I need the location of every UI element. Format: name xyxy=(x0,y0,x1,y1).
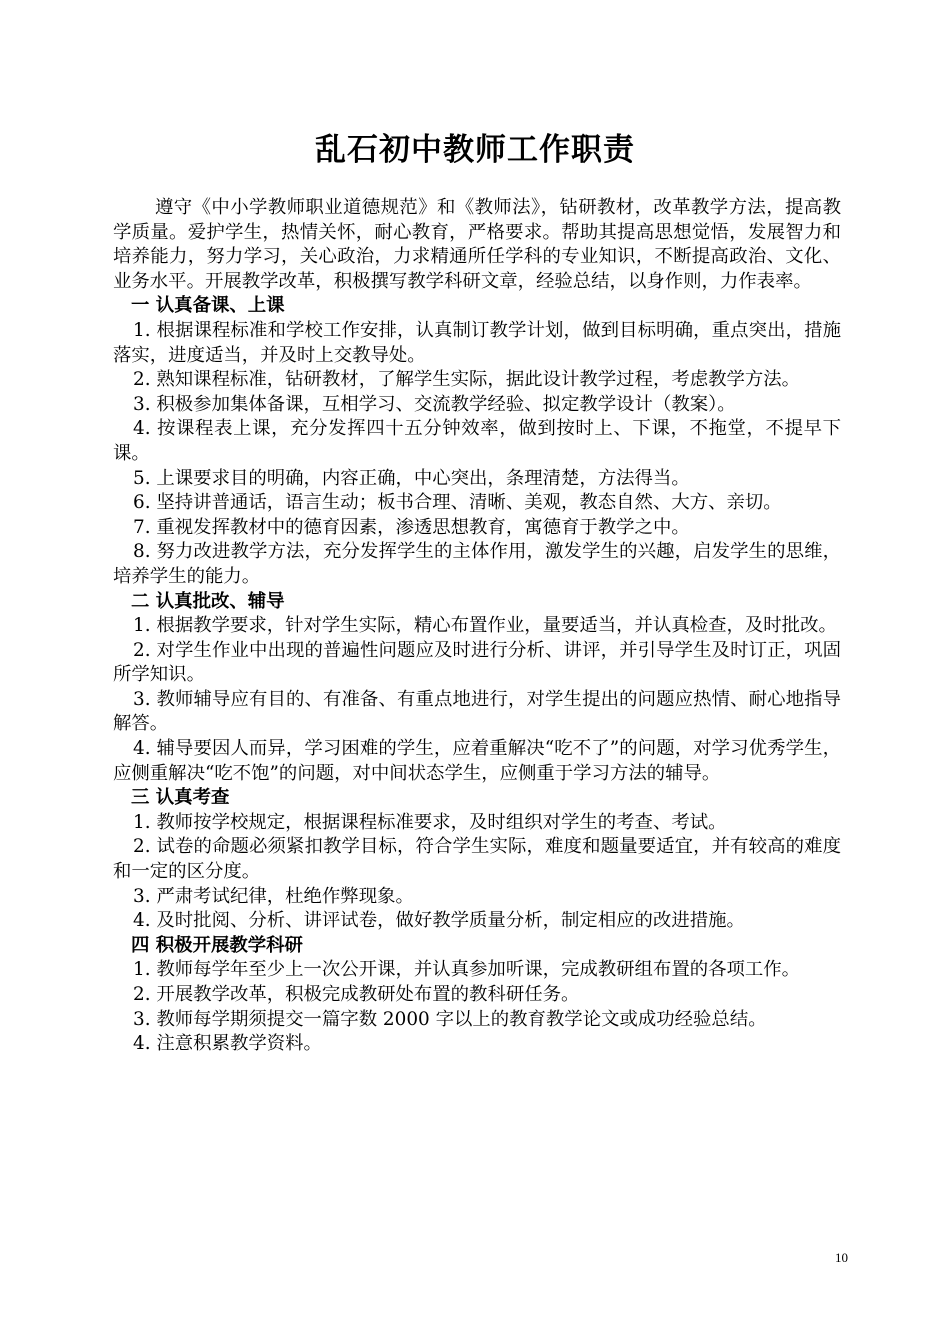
page-title: 乱石初中教师工作职责 xyxy=(315,132,635,168)
list-item: 7. 重视发挥教材中的德育因素，渗透思想教育，寓德育于教学之中。 xyxy=(133,516,690,538)
list-item: 1. 教师每学年至少上一次公开课，并认真参加听课，完成教研组布置的各项工作。 xyxy=(133,959,801,981)
list-item: 4. 按课程表上课，充分发挥四十五分钟效率，做到按时上、下课，不拖堂，不提早下课。 xyxy=(113,418,841,464)
list-item: 4. 辅导要因人而异，学习困难的学生，应着重解决“吃不了”的问题，对学习优秀学生，应侧重解决“吃不饱”的问题，对中间状态学生，应侧重于学习方法的辅导。 xyxy=(113,738,841,784)
list-item: 5. 上课要求目的明确，内容正确，中心突出，条理清楚，方法得当。 xyxy=(133,467,690,489)
list-item: 3. 积极参加集体备课，互相学习、交流教学经验、拟定教学设计（教案）。 xyxy=(133,393,736,415)
section-heading-1: 一 认真备课、上课 xyxy=(131,295,285,317)
list-item: 3. 教师辅导应有目的、有准备、有重点地进行，对学生提出的问题应热情、耐心地指导解答。 xyxy=(113,688,841,735)
section-heading-3: 三 认真考查 xyxy=(131,787,230,809)
section-heading-4: 四 积极开展教学科研 xyxy=(131,934,303,956)
list-item: 2. 开展教学改革，积极完成教研处布置的教科研任务。 xyxy=(133,984,580,1005)
list-item: 1. 教师按学校规定，根据课程标准要求，及时组织对学生的考查、考试。 xyxy=(133,811,727,833)
document-body xyxy=(113,196,841,1057)
list-item: 6. 坚持讲普通话，语言生动；板书合理、清晰、美观，教态自然、大方、亲切。 xyxy=(133,492,782,514)
list-item: 1. 根据教学要求，针对学生实际，精心布置作业，量要适当，并认真检查，及时批改。 xyxy=(133,615,837,637)
list-item: 2. 试卷的命题必须紧扣教学目标，符合学生实际，难度和题量要适宜，并有较高的难度和一定的区分度。 xyxy=(113,836,841,883)
list-item: 2. 对学生作业中出现的普遍性问题应及时进行分析、讲评，并引导学生及时订正，巩固所学知识。 xyxy=(113,639,841,686)
section-heading-2: 二 认真批改、辅导 xyxy=(131,590,285,612)
list-item: 4. 及时批阅、分析、讲评试卷，做好教学质量分析，制定相应的改进措施。 xyxy=(133,910,745,932)
list-item: 1. 根据课程标准和学校工作安排，认真制订教学计划，做到目标明确，重点突出，措施落实，进度适当，并及时上交教导处。 xyxy=(113,319,841,366)
list-item: 2. 熟知课程标准，钻研教材，了解学生实际，据此设计教学过程，考虑教学方法。 xyxy=(133,369,801,391)
list-item: 4. 注意积累教学资料。 xyxy=(133,1033,322,1055)
page-number: 10 xyxy=(835,1250,848,1265)
list-item: 8. 努力改进教学方法，充分发挥学生的主体作用，激发学生的兴趣，启发学生的思维，培养学生的能力。 xyxy=(113,541,841,587)
list-item: 3. 严肃考试纪律，杜绝作弊现象。 xyxy=(133,885,414,907)
intro-paragraph: 遵守《中小学教师职业道德规范》和《教师法》，钻研教材，改革教学方法，提高教学质量。爱护学生，热情关怀，耐心教育，严格要求。帮助其提高思想觉悟，发展智力和培养能力，努力学习，关心政治，力求精通所任学科的专业知识，不断提高政治、文化、业务水平。开展教学改革，积极撰写教学科研文章，经验总结，以身作则，力作表率。 xyxy=(113,197,841,292)
list-item: 3. 教师每学期须提交一篇字数 2000 字以上的教育教学论文或成功经验总结。 xyxy=(133,1008,767,1030)
